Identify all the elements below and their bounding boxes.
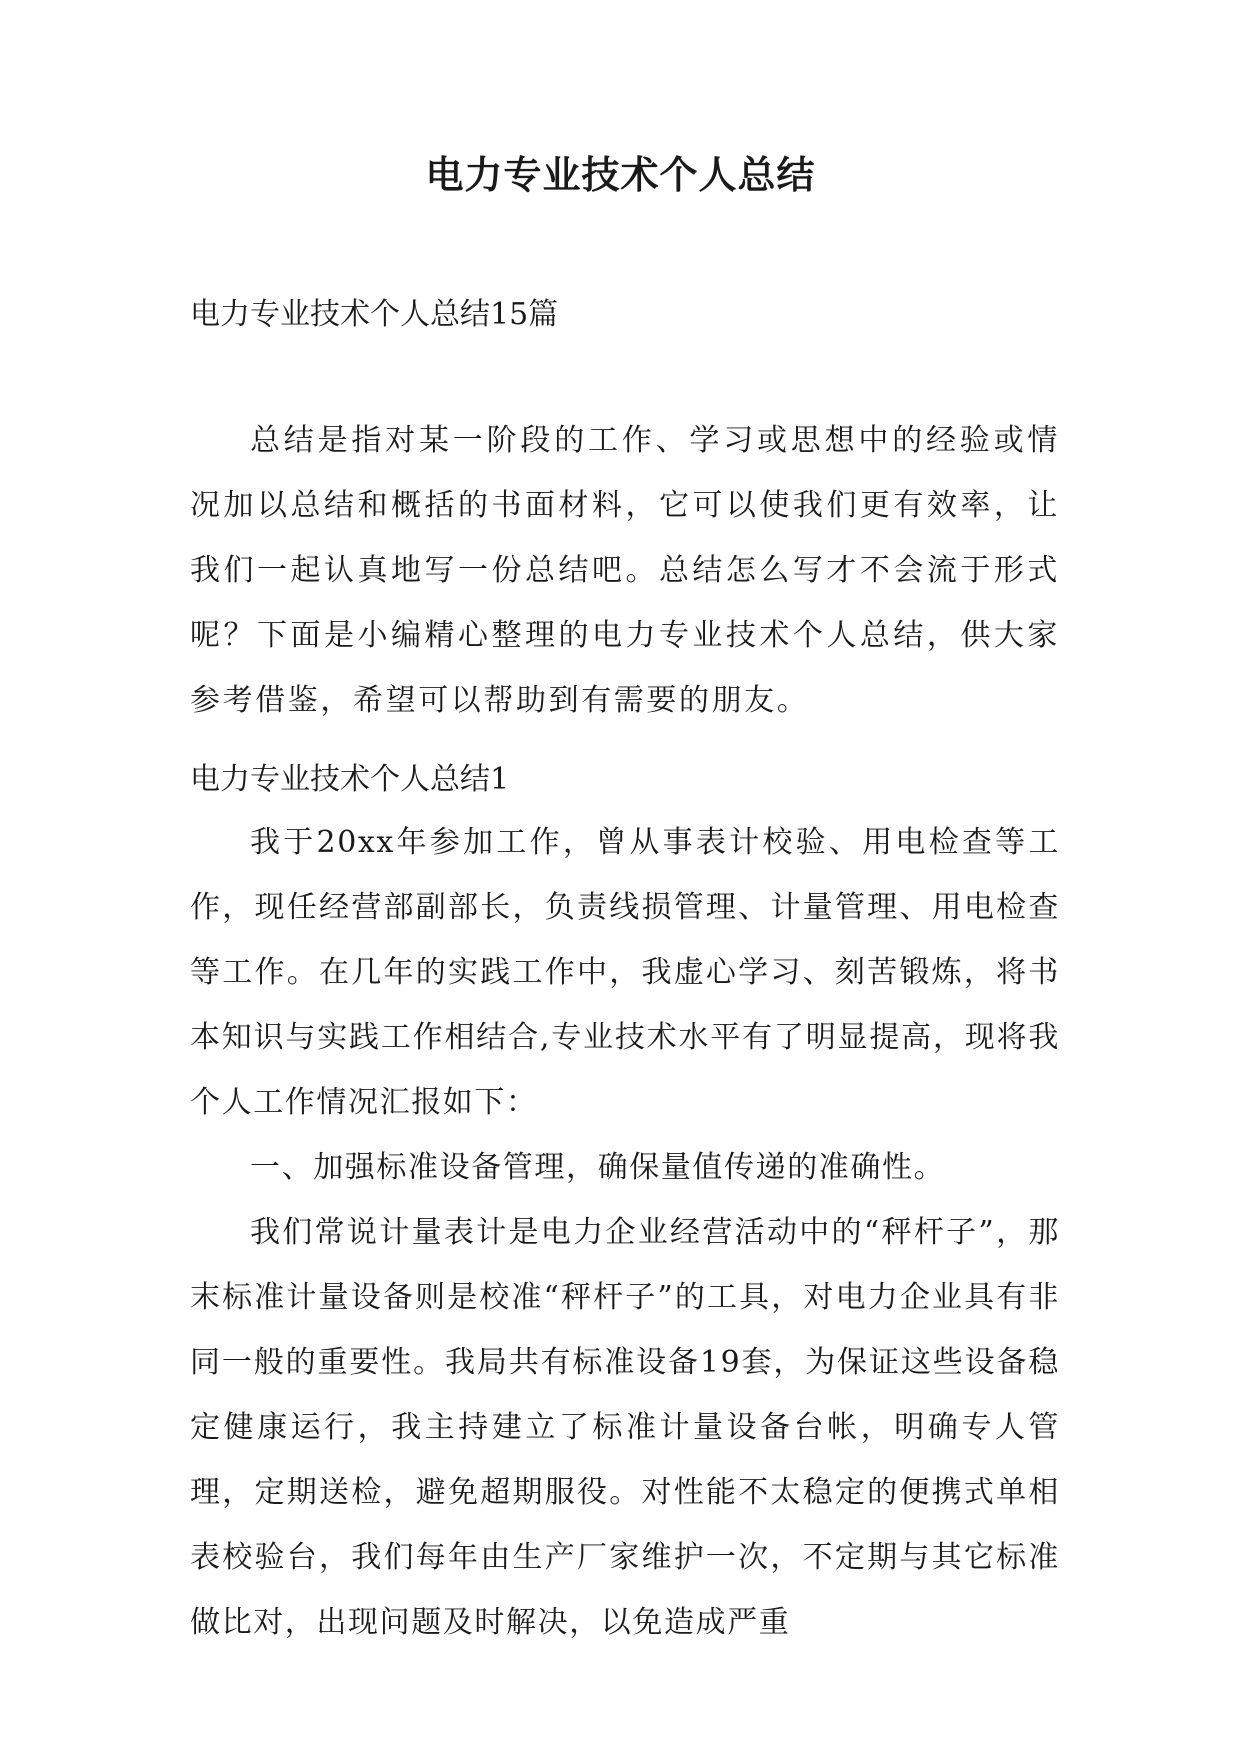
section-body (190, 810, 1060, 1655)
document-subtitle: 电力专业技术个人总结15篇 (190, 297, 559, 332)
document-title: 电力专业技术个人总结 (425, 152, 816, 197)
section-paragraph: 一、加强标准设备管理，确保量值传递的准确性。 (250, 1150, 946, 1185)
intro-paragraph: 总结是指对某一阶段的工作、学习或思想中的经验或情况加以总结和概括的书面材料，它可以使我们更有效率，让我们一起认真地写一份总结吧。总结怎么写才不会流于形式呢？下面是小编精心整理的电力专业技术个人总结，供大家参考借鉴，希望可以帮助到有需要的朋友。 (190, 423, 1060, 718)
section-heading: 电力专业技术个人总结1 (190, 762, 510, 797)
section-paragraph: 我们常说计量表计是电力企业经营活动中的“秤杆子”，那末标准计量设备则是校准“秤杆子”的工具，对电力企业具有非同一般的重要性。我局共有标准设备19套，为保证这些设备稳定健康运行，我主持建立了标准计量设备台帐，明确专人管理，定期送检，避免超期服役。对性能不太稳定的便携式单相表校验台，我们每年由生产厂家维护一次，不定期与其它标准做比对，出现问题及时解决，以免造成严重 (190, 1215, 1060, 1640)
section-paragraph: 我于20xx年参加工作，曾从事表计校验、用电检查等工作，现任经营部副部长，负责线损管理、计量管理、用电检查等工作。在几年的实践工作中，我虚心学习、刻苦锻炼，将书本知识与实践工作相结合,专业技术水平有了明显提高，现将我个人工作情况汇报如下： (190, 825, 1060, 1120)
